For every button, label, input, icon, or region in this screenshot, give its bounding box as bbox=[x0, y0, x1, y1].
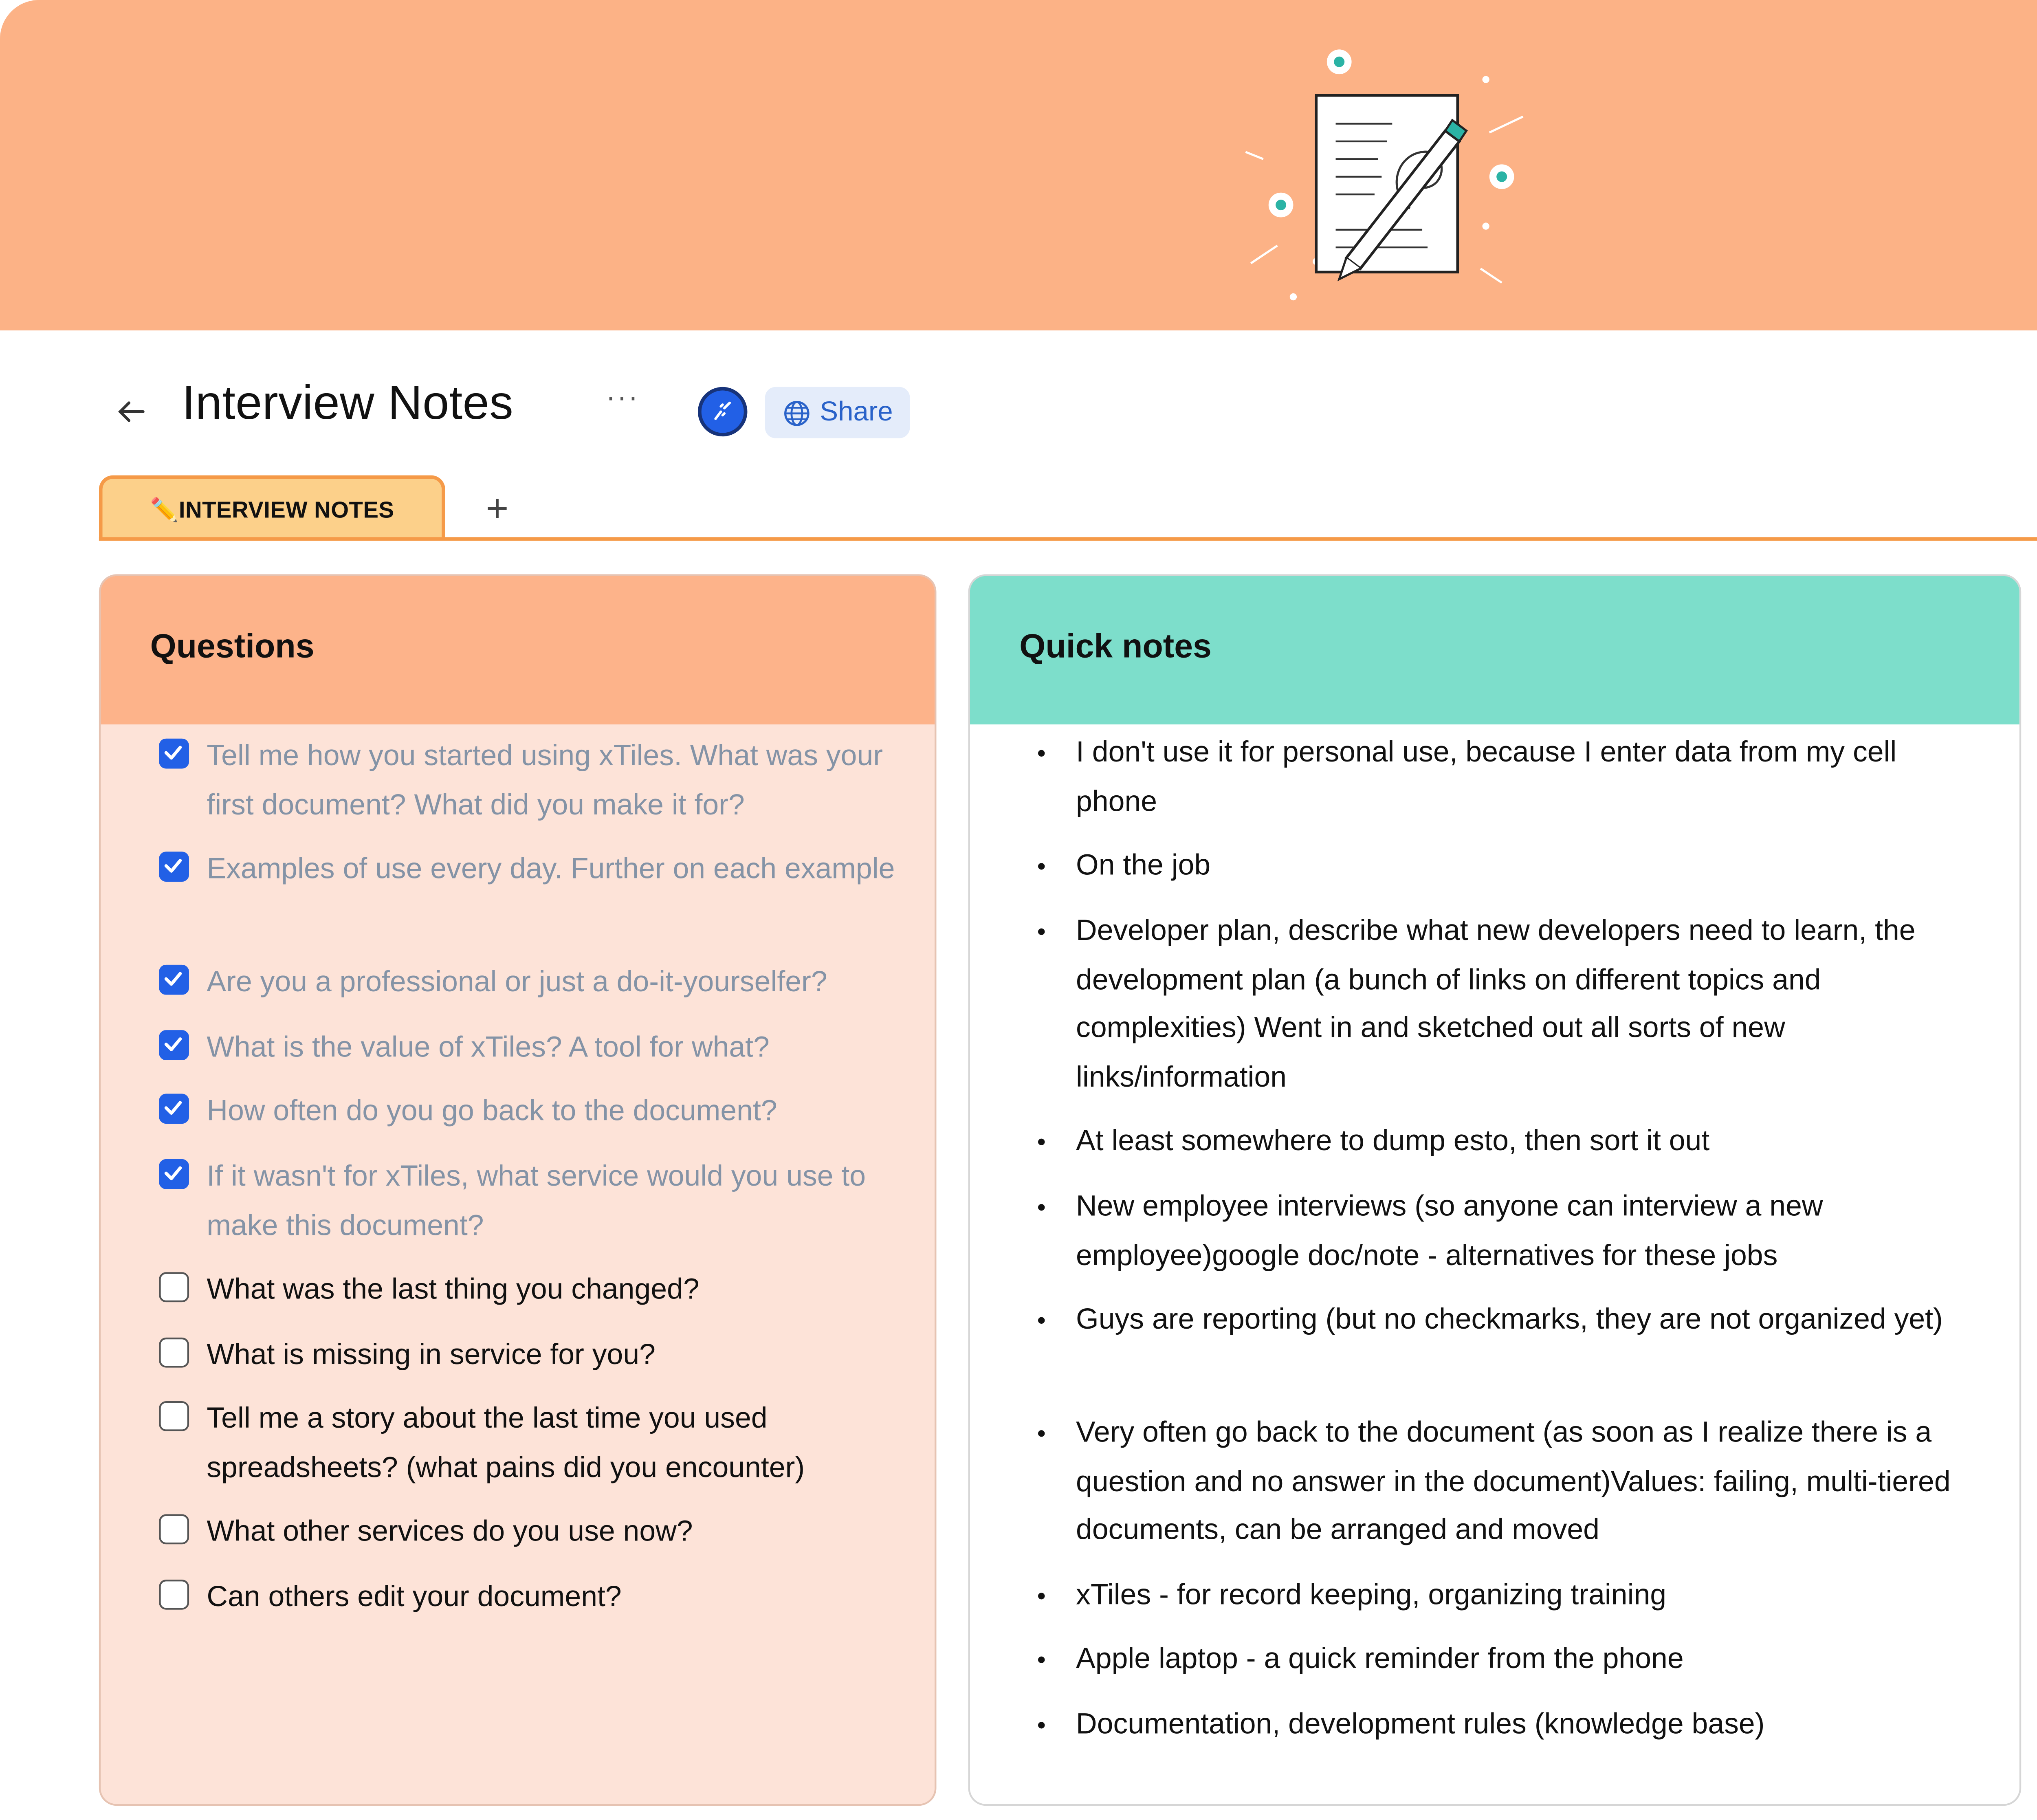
note-item[interactable]: • xTiles - for record keeping, organizing training bbox=[1076, 1573, 1977, 1621]
question-checkbox[interactable] bbox=[159, 1272, 189, 1302]
tab-label: INTERVIEW NOTES bbox=[178, 496, 394, 523]
quick-notes-card bbox=[968, 574, 2022, 1806]
collaborator-icon bbox=[702, 390, 744, 433]
checkmark-icon bbox=[161, 740, 186, 765]
question-checkbox[interactable] bbox=[159, 1401, 189, 1431]
question-checkbox[interactable] bbox=[159, 1159, 189, 1189]
note-item[interactable]: • New employee interviews (so anyone can interview a new employee)google doc/note - alternatives for these jobs bbox=[1076, 1184, 1977, 1281]
checkmark-icon bbox=[161, 1032, 186, 1057]
share-label: Share bbox=[820, 396, 893, 427]
question-text[interactable]: Examples of use every day. Further on each example bbox=[207, 853, 895, 885]
question-checkbox[interactable] bbox=[159, 739, 189, 769]
note-item[interactable]: • Documentation, development rules (knowledge base) bbox=[1076, 1701, 1977, 1750]
note-item[interactable]: • Developer plan, describe what new developers need to learn, the development plan (a bunch of links on different topics and complexities) Went in and sketched out all sorts of new links/information bbox=[1076, 908, 1977, 1103]
question-checkbox[interactable] bbox=[159, 852, 189, 882]
note-item[interactable]: • On the job bbox=[1076, 843, 1977, 891]
page-title: Interview Notes bbox=[182, 376, 514, 429]
checkmark-icon bbox=[161, 966, 186, 991]
question-text[interactable]: What is missing in service for you? bbox=[207, 1339, 656, 1371]
checkmark-icon bbox=[161, 1096, 186, 1120]
question-checkbox[interactable] bbox=[159, 965, 189, 995]
question-text[interactable]: How often do you go back to the document? bbox=[207, 1095, 777, 1127]
quick-notes-title: Quick notes bbox=[970, 576, 2019, 724]
add-tab-button[interactable]: + bbox=[486, 486, 509, 530]
question-text[interactable]: What is the value of xTiles? A tool for what? bbox=[207, 1032, 770, 1064]
question-text[interactable]: What other services do you use now? bbox=[207, 1516, 693, 1548]
more-options-button[interactable]: ··· bbox=[606, 383, 640, 414]
tab-divider bbox=[99, 537, 2037, 541]
question-checkbox[interactable] bbox=[159, 1030, 189, 1060]
document-illustration-icon bbox=[1219, 32, 1555, 315]
checkmark-icon bbox=[161, 854, 186, 878]
question-text[interactable]: Tell me a story about the last time you used spreadsheets? (what pains did you encounter) bbox=[207, 1403, 805, 1483]
back-arrow-icon[interactable] bbox=[110, 389, 156, 435]
questions-card bbox=[99, 574, 937, 1806]
checkmark-icon bbox=[161, 1161, 186, 1186]
question-checkbox[interactable] bbox=[159, 1338, 189, 1368]
tab-interview-notes[interactable] bbox=[99, 475, 445, 541]
share-button[interactable] bbox=[765, 387, 910, 438]
avatar[interactable] bbox=[698, 387, 747, 436]
globe-icon bbox=[783, 398, 811, 427]
question-text[interactable]: If it wasn't for xTiles, what service would you use to make this document? bbox=[207, 1161, 866, 1241]
note-item[interactable]: • Very often go back to the document (as soon as I realize there is a question and no answer in the document)Values: failing, multi-tiered documents, can be arranged and moved bbox=[1076, 1410, 1977, 1556]
question-text[interactable]: Are you a professional or just a do-it-yourselfer? bbox=[207, 966, 827, 999]
note-item[interactable]: • At least somewhere to dump esto, then sort it out bbox=[1076, 1118, 1977, 1167]
question-checkbox[interactable] bbox=[159, 1580, 189, 1610]
cover-banner bbox=[0, 0, 2037, 330]
question-text[interactable]: What was the last thing you changed? bbox=[207, 1274, 700, 1306]
question-checkbox[interactable] bbox=[159, 1094, 189, 1124]
question-checkbox[interactable] bbox=[159, 1514, 189, 1545]
question-text[interactable]: Can others edit your document? bbox=[207, 1581, 622, 1613]
note-item[interactable]: • Apple laptop - a quick reminder from the phone bbox=[1076, 1636, 1977, 1685]
note-item[interactable]: • Guys are reporting (but no checkmarks, they are not organized yet) bbox=[1076, 1297, 1977, 1345]
note-item[interactable]: • I don't use it for personal use, because I enter data from my cell phone bbox=[1076, 730, 1977, 827]
question-text[interactable]: Tell me how you started using xTiles. What was your first document? What did you make it for? bbox=[207, 740, 883, 821]
questions-title: Questions bbox=[101, 576, 935, 724]
pencil-icon: ✏️ bbox=[150, 495, 179, 522]
